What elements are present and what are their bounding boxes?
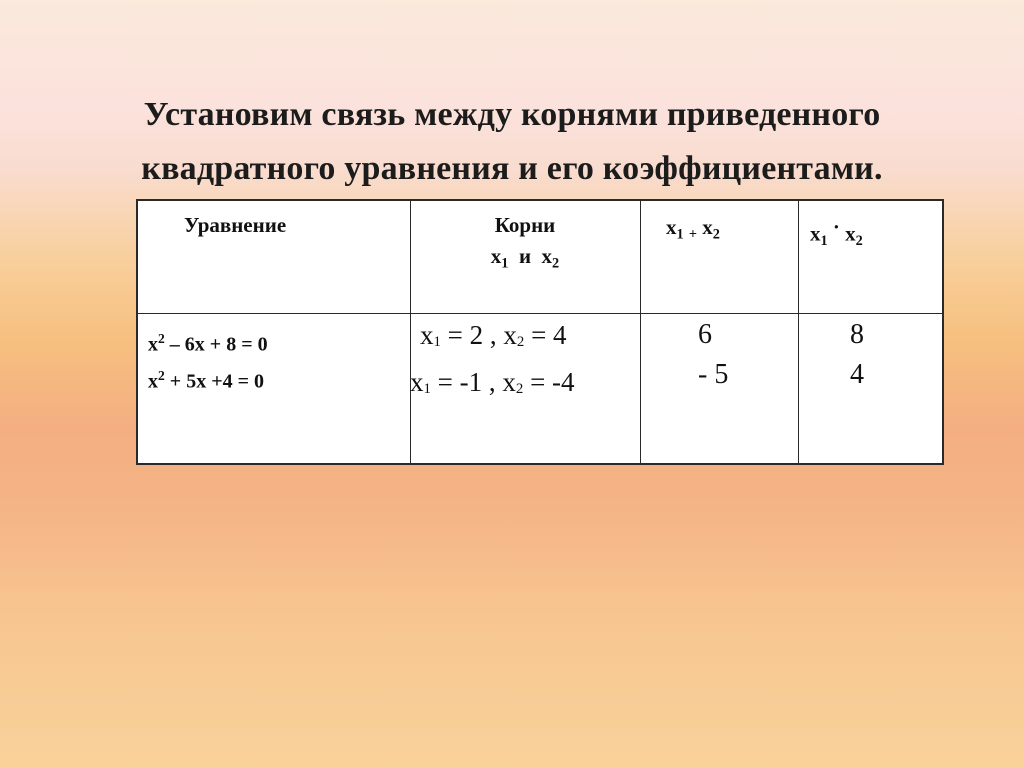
slide-title bbox=[60, 88, 964, 196]
table-row-divider bbox=[138, 313, 942, 314]
table-row: x1 = -1 , x2 = -4 bbox=[410, 367, 575, 398]
sum-value: - 5 bbox=[698, 359, 729, 390]
header-roots-title: Корни bbox=[494, 213, 556, 237]
product-value: 4 bbox=[850, 359, 864, 390]
sum-value: 6 bbox=[698, 319, 712, 350]
table-row: x1 = 2 , x2 = 4 bbox=[420, 320, 567, 351]
slide-title-line-1: Установим связь между корнями приведенного bbox=[143, 96, 881, 133]
product-value: 8 bbox=[850, 319, 864, 350]
table-row: $x^2 + 5x +4 = 0$ bbox=[148, 368, 264, 393]
equations-cell bbox=[148, 323, 268, 398]
header-product: $x_1 \cdot x_2$ bbox=[810, 215, 863, 249]
header-roots bbox=[410, 213, 640, 273]
roots-cell bbox=[410, 315, 575, 409]
header-roots-vars: $x_1$ и $x_2$ bbox=[490, 244, 560, 272]
slide-title-line-2: квадратного уравнения и его коэффициентами. bbox=[141, 150, 883, 187]
product-cell bbox=[798, 315, 944, 395]
roots-coefficients-table bbox=[136, 199, 944, 465]
table-row: $x^2 - 6x + 8 = 0$ bbox=[148, 331, 268, 356]
header-equation: Уравнение bbox=[184, 213, 287, 237]
header-sum: $x_1$ $_+$ $x_2$ bbox=[666, 215, 720, 243]
sum-cell bbox=[640, 315, 798, 395]
